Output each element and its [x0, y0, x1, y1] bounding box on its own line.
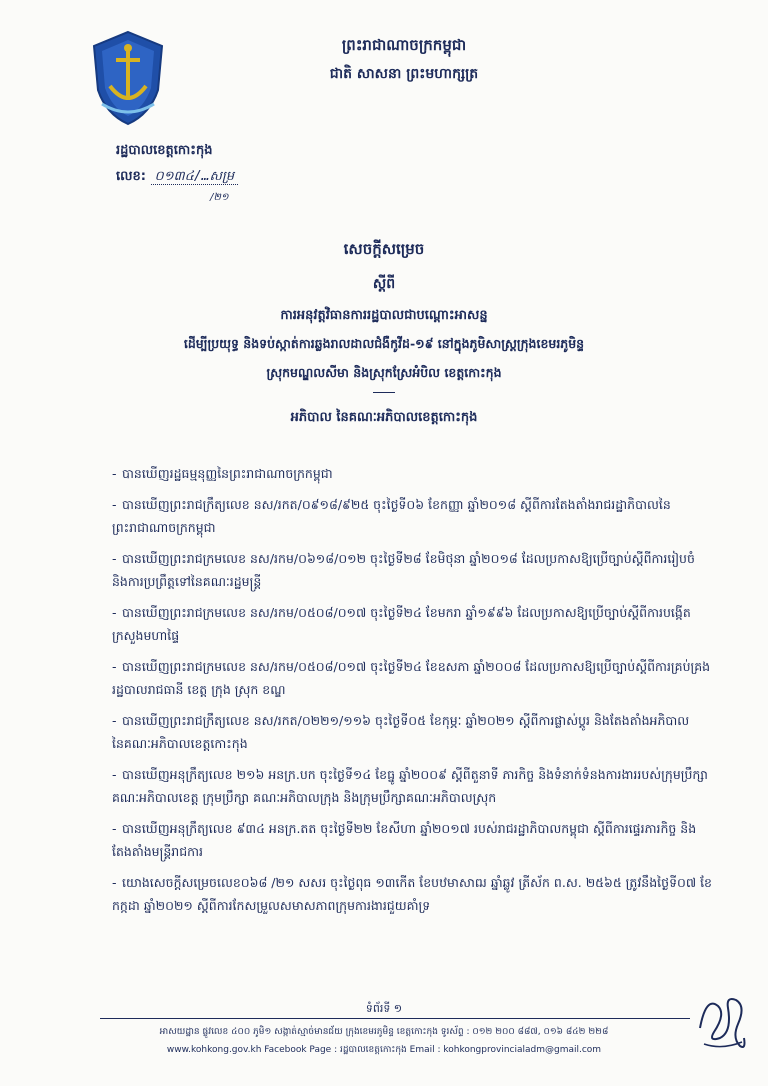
subject-line-1: ការអនុវត្តវិធានការរដ្ឋបាលជាបណ្តោះអាសន្ន [280, 308, 488, 323]
footer-divider [100, 1018, 690, 1019]
list-item: - បានឃើញព្រះរាជក្រមលេខ នស/រកម/០៦១៨/០១២ ចុះថ្ងៃទី២៨ ខែមិថុនា ឆ្នាំ២០១៨ ដែលប្រកាសឱ្យប្រើច្បាប់ស្តីពីការរៀបចំ និងការប្រព្រឹត្តទៅនៃគណៈរដ្ឋមន្ត្រី [112, 551, 695, 589]
issuing-official: អភិបាល នៃគណៈអភិបាលខេត្តកោះកុង [290, 410, 478, 425]
list-item: - បានឃើញព្រះរាជក្រមលេខ នស/រកម/០៥០៨/០១៧ ចុះថ្ងៃទី២៤ ខែឧសភា ឆ្នាំ២០០៨ ដែលប្រកាសឱ្យប្រើច្បាប់ស្តីពីការគ្រប់គ្រងរដ្ឋបាលរាជធានី ខេត្ត ក្រុង ស្រុក ខណ្ឌ [112, 659, 711, 697]
reference-year: /២១ [210, 192, 229, 203]
national-motto: ជាតិ សាសនា ព្រះមហាក្សត្រ [329, 66, 479, 82]
reference-value: ០១៣៤/…សម្រ [151, 169, 239, 185]
issuing-authority: រដ្ឋបាលខេត្តកោះកុង [116, 143, 213, 158]
kingdom-name: ព្រះរាជាណាចក្រកម្ពុជា [341, 36, 467, 54]
list-item: - យោងសេចក្តីសម្រេចលេខ០៦៨ /២១ សសរ ចុះថ្ងៃពុធ ១៣កើត ខែបឋមាសាឍ ឆ្នាំឆ្លូវ ត្រីស័ក ព.ស. ២៥៦៥ ត្រូវនឹងថ្ងៃទី០៧ ខែកក្កដា ឆ្នាំ២០២១ ស្តីពីការកែសម្រួលសមាសភាពក្រុមការងារជួយគាំទ្រ [112, 875, 712, 913]
list-item: - បានឃើញព្រះរាជក្រឹត្យលេខ នស/រកត/០៩១៨/៩២៥ ចុះថ្ងៃទី០៦ ខែកញ្ញា ឆ្នាំ២០១៨ ស្តីពីការតែងតាំងរាជរដ្ឋាភិបាលនៃព្រះរាជាណាចក្រកម្ពុជា [112, 497, 671, 535]
list-item: - បានឃើញអនុក្រឹត្យលេខ ២១៦ អនក្រ.បក ចុះថ្ងៃទី១៤ ខែធ្នូ ឆ្នាំ២០០៩ ស្តីពីតួនាទី ភារកិច្ច និងទំនាក់ទំនងការងាររបស់ក្រុមប្រឹក្សា គណៈអភិបាលខេត្ត ក្រុមប្រឹក្សា គណៈអភិបាលក្រុង និងក្រុមប្រឹក្សាគណៈអភិបាលស្រុក [112, 767, 708, 805]
document-body [112, 462, 712, 925]
page-number: ទំព័រទី ១ [365, 1002, 403, 1015]
list-item: - បានឃើញរដ្ឋធម្មនុញ្ញនៃព្រះរាជាណាចក្រកម្ពុជា [112, 466, 333, 481]
reference-label: លេខ: [116, 169, 146, 184]
list-item: - បានឃើញព្រះរាជក្រឹត្យលេខ នស/រកត/០២២១/១១៦ ចុះថ្ងៃទី០៥ ខែកុម្ភៈ ឆ្នាំ២០២១ ស្តីពីការផ្លាស់ប្តូរ និងតែងតាំងអភិបាល នៃគណៈអភិបាលខេត្តកោះកុង [112, 713, 690, 751]
reference-number [116, 168, 238, 187]
footer-contact: www.kohkong.gov.kh Facebook Page : រដ្ឋបាលខេត្តកោះកុង Email : kohkongprovincialadm@gmail.com [166, 1045, 602, 1055]
subject-line-3: ស្រុកមណ្ឌលសីមា និងស្រុកស្រែអំបិល ខេត្តកោះកុង [266, 365, 502, 380]
subject-line-2: ដើម្បីប្រយុទ្ធ និងទប់ស្កាត់ការឆ្លងរាលដាលជំងឺកូវីដ-១៩ នៅក្នុងភូមិសាស្ត្រក្រុងខេមរភូមិន្ទ [183, 336, 585, 351]
document-type: សេចក្តីសម្រេច [343, 240, 425, 258]
provincial-emblem-icon [88, 28, 168, 128]
list-item: - បានឃើញអនុក្រឹត្យលេខ ៩៣៤ អនក្រ.តត ចុះថ្ងៃទី២២ ខែសីហា ឆ្នាំ២០១៧ របស់រាជរដ្ឋាភិបាលកម្ពុជា ស្តីពីការផ្ទេរភារកិច្ច និងតែងតាំងមន្ត្រីរាជការ [112, 821, 697, 859]
list-item: - បានឃើញព្រះរាជក្រមលេខ នស/រកម/០៥០៨/០១៧ ចុះថ្ងៃទី២៤ ខែមករា ឆ្នាំ១៩៩៦ ដែលប្រកាសឱ្យប្រើច្បាប់ស្តីពីការបង្កើតក្រសួងមហាផ្ទៃ [112, 605, 691, 643]
document-title-block [0, 240, 768, 428]
document-about: ស្តីពី [372, 276, 396, 292]
signature-icon [692, 988, 752, 1058]
footer-address: អាសយដ្ឋាន ផ្លូវលេខ ៤០០ ភូមិ១ សង្កាត់ស្មាច់មានជ័យ ក្រុងខេមរភូមិន្ទ ខេត្តកោះកុង ទូរស័ព្ទ : ០១២ ២០០ ៨៨៧, ០១៦ ៨៤២ ២២៨ [159, 1027, 609, 1037]
title-divider [373, 392, 395, 393]
